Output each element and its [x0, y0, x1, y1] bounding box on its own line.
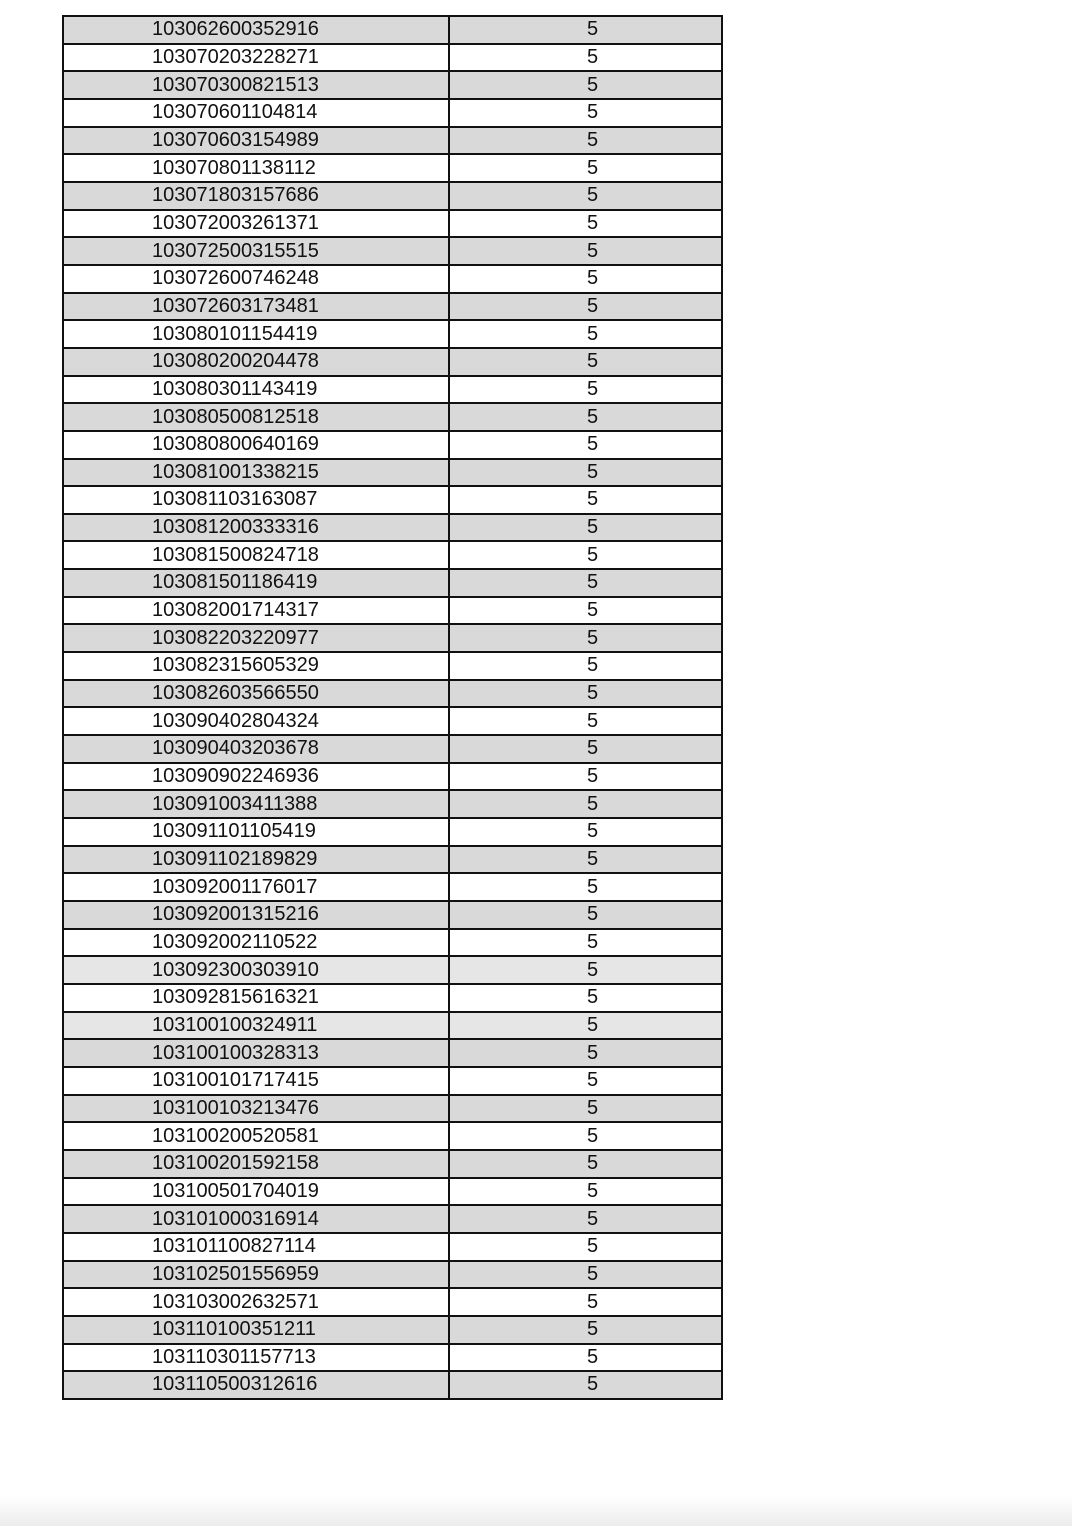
table-row	[63, 44, 722, 72]
value-cell: 5	[449, 127, 722, 155]
table-row	[63, 403, 722, 431]
table-row	[63, 818, 722, 846]
table-row	[63, 16, 722, 44]
id-cell: 103100200520581	[63, 1122, 449, 1150]
table-row	[63, 597, 722, 625]
value-cell: 5	[449, 624, 722, 652]
value-cell: 5	[449, 707, 722, 735]
table-row	[63, 514, 722, 542]
value-cell: 5	[449, 735, 722, 763]
value-cell: 5	[449, 680, 722, 708]
table-row	[63, 459, 722, 487]
id-cell: 103110500312616	[63, 1371, 449, 1399]
value-cell: 5	[449, 1205, 722, 1233]
table-row	[63, 237, 722, 265]
id-cell: 103072600746248	[63, 265, 449, 293]
table-row	[63, 1371, 722, 1399]
table-row	[63, 956, 722, 984]
id-cell: 103082001714317	[63, 597, 449, 625]
table-row	[63, 569, 722, 597]
id-cell: 103081103163087	[63, 486, 449, 514]
value-cell: 5	[449, 1039, 722, 1067]
table-row	[63, 846, 722, 874]
id-cell: 103100501704019	[63, 1178, 449, 1206]
page-bottom-shadow	[0, 1496, 1072, 1526]
value-cell: 5	[449, 348, 722, 376]
table-row	[63, 652, 722, 680]
id-cell: 103091003411388	[63, 790, 449, 818]
table-row	[63, 127, 722, 155]
table-row	[63, 735, 722, 763]
table-row	[63, 1288, 722, 1316]
value-cell: 5	[449, 403, 722, 431]
id-cell: 103081501186419	[63, 569, 449, 597]
id-cell: 103081500824718	[63, 541, 449, 569]
table-row	[63, 1095, 722, 1123]
table-row	[63, 1039, 722, 1067]
table-row	[63, 984, 722, 1012]
table-row	[63, 763, 722, 791]
value-cell: 5	[449, 1178, 722, 1206]
id-cell: 103101100827114	[63, 1233, 449, 1261]
id-cell: 103092001176017	[63, 873, 449, 901]
id-cell: 103081001338215	[63, 459, 449, 487]
id-cell: 103062600352916	[63, 16, 449, 44]
table-row	[63, 293, 722, 321]
table-row	[63, 320, 722, 348]
table-row	[63, 1316, 722, 1344]
id-cell: 103090402804324	[63, 707, 449, 735]
value-cell: 5	[449, 984, 722, 1012]
value-cell: 5	[449, 1012, 722, 1040]
value-cell: 5	[449, 597, 722, 625]
value-cell: 5	[449, 1261, 722, 1289]
table-row	[63, 1067, 722, 1095]
value-cell: 5	[449, 293, 722, 321]
table-row	[63, 154, 722, 182]
id-cell: 103100100328313	[63, 1039, 449, 1067]
id-cell: 103092002110522	[63, 929, 449, 957]
table-row	[63, 624, 722, 652]
value-cell: 5	[449, 320, 722, 348]
value-cell: 5	[449, 1371, 722, 1399]
table-row	[63, 1012, 722, 1040]
value-cell: 5	[449, 486, 722, 514]
id-cell: 103092001315216	[63, 901, 449, 929]
value-cell: 5	[449, 1095, 722, 1123]
id-cell: 103081200333316	[63, 514, 449, 542]
value-cell: 5	[449, 1067, 722, 1095]
value-cell: 5	[449, 99, 722, 127]
value-cell: 5	[449, 1150, 722, 1178]
id-cell: 103080101154419	[63, 320, 449, 348]
value-cell: 5	[449, 1233, 722, 1261]
value-cell: 5	[449, 873, 722, 901]
value-cell: 5	[449, 901, 722, 929]
id-cell: 103110301157713	[63, 1344, 449, 1372]
value-cell: 5	[449, 514, 722, 542]
id-cell: 103100101717415	[63, 1067, 449, 1095]
id-cell: 103070603154989	[63, 127, 449, 155]
table-row	[63, 929, 722, 957]
table-row	[63, 1150, 722, 1178]
id-cell: 103092300303910	[63, 956, 449, 984]
value-cell: 5	[449, 44, 722, 72]
table-row	[63, 71, 722, 99]
id-cell: 103090902246936	[63, 763, 449, 791]
table-row	[63, 210, 722, 238]
id-cell: 103092815616321	[63, 984, 449, 1012]
value-cell: 5	[449, 929, 722, 957]
id-cell: 103100201592158	[63, 1150, 449, 1178]
id-cell: 103070203228271	[63, 44, 449, 72]
value-cell: 5	[449, 652, 722, 680]
id-cell: 103072003261371	[63, 210, 449, 238]
table-row	[63, 541, 722, 569]
id-cell: 103070801138112	[63, 154, 449, 182]
table-body	[63, 16, 722, 1399]
table-row	[63, 182, 722, 210]
value-cell: 5	[449, 16, 722, 44]
table-row	[63, 348, 722, 376]
table-row	[63, 1205, 722, 1233]
value-cell: 5	[449, 846, 722, 874]
id-cell: 103071803157686	[63, 182, 449, 210]
table-row	[63, 1233, 722, 1261]
id-cell: 103070601104814	[63, 99, 449, 127]
table-row	[63, 790, 722, 818]
table-row	[63, 376, 722, 404]
table-row	[63, 1178, 722, 1206]
id-cell: 103090403203678	[63, 735, 449, 763]
id-cell: 103110100351211	[63, 1316, 449, 1344]
value-cell: 5	[449, 431, 722, 459]
data-table	[62, 15, 723, 1400]
value-cell: 5	[449, 1122, 722, 1150]
value-cell: 5	[449, 459, 722, 487]
id-cell: 103080500812518	[63, 403, 449, 431]
id-cell: 103101000316914	[63, 1205, 449, 1233]
table-row	[63, 431, 722, 459]
value-cell: 5	[449, 1316, 722, 1344]
table-row	[63, 707, 722, 735]
id-cell: 103072603173481	[63, 293, 449, 321]
id-cell: 103100103213476	[63, 1095, 449, 1123]
id-cell: 103091101105419	[63, 818, 449, 846]
value-cell: 5	[449, 237, 722, 265]
id-cell: 103082315605329	[63, 652, 449, 680]
value-cell: 5	[449, 956, 722, 984]
value-cell: 5	[449, 376, 722, 404]
value-cell: 5	[449, 541, 722, 569]
value-cell: 5	[449, 182, 722, 210]
value-cell: 5	[449, 1344, 722, 1372]
value-cell: 5	[449, 818, 722, 846]
table-row	[63, 486, 722, 514]
id-cell: 103080800640169	[63, 431, 449, 459]
table-row	[63, 1344, 722, 1372]
id-cell: 103080301143419	[63, 376, 449, 404]
value-cell: 5	[449, 569, 722, 597]
value-cell: 5	[449, 790, 722, 818]
id-cell: 103103002632571	[63, 1288, 449, 1316]
table-row	[63, 901, 722, 929]
table-row	[63, 1122, 722, 1150]
id-cell: 103091102189829	[63, 846, 449, 874]
table-row	[63, 680, 722, 708]
table-row	[63, 873, 722, 901]
id-cell: 103100100324911	[63, 1012, 449, 1040]
id-cell: 103102501556959	[63, 1261, 449, 1289]
value-cell: 5	[449, 1288, 722, 1316]
value-cell: 5	[449, 210, 722, 238]
table-row	[63, 1261, 722, 1289]
id-cell: 103070300821513	[63, 71, 449, 99]
id-cell: 103080200204478	[63, 348, 449, 376]
table-row	[63, 265, 722, 293]
value-cell: 5	[449, 154, 722, 182]
id-cell: 103082603566550	[63, 680, 449, 708]
value-cell: 5	[449, 265, 722, 293]
id-cell: 103072500315515	[63, 237, 449, 265]
id-cell: 103082203220977	[63, 624, 449, 652]
value-cell: 5	[449, 763, 722, 791]
table-row	[63, 99, 722, 127]
value-cell: 5	[449, 71, 722, 99]
